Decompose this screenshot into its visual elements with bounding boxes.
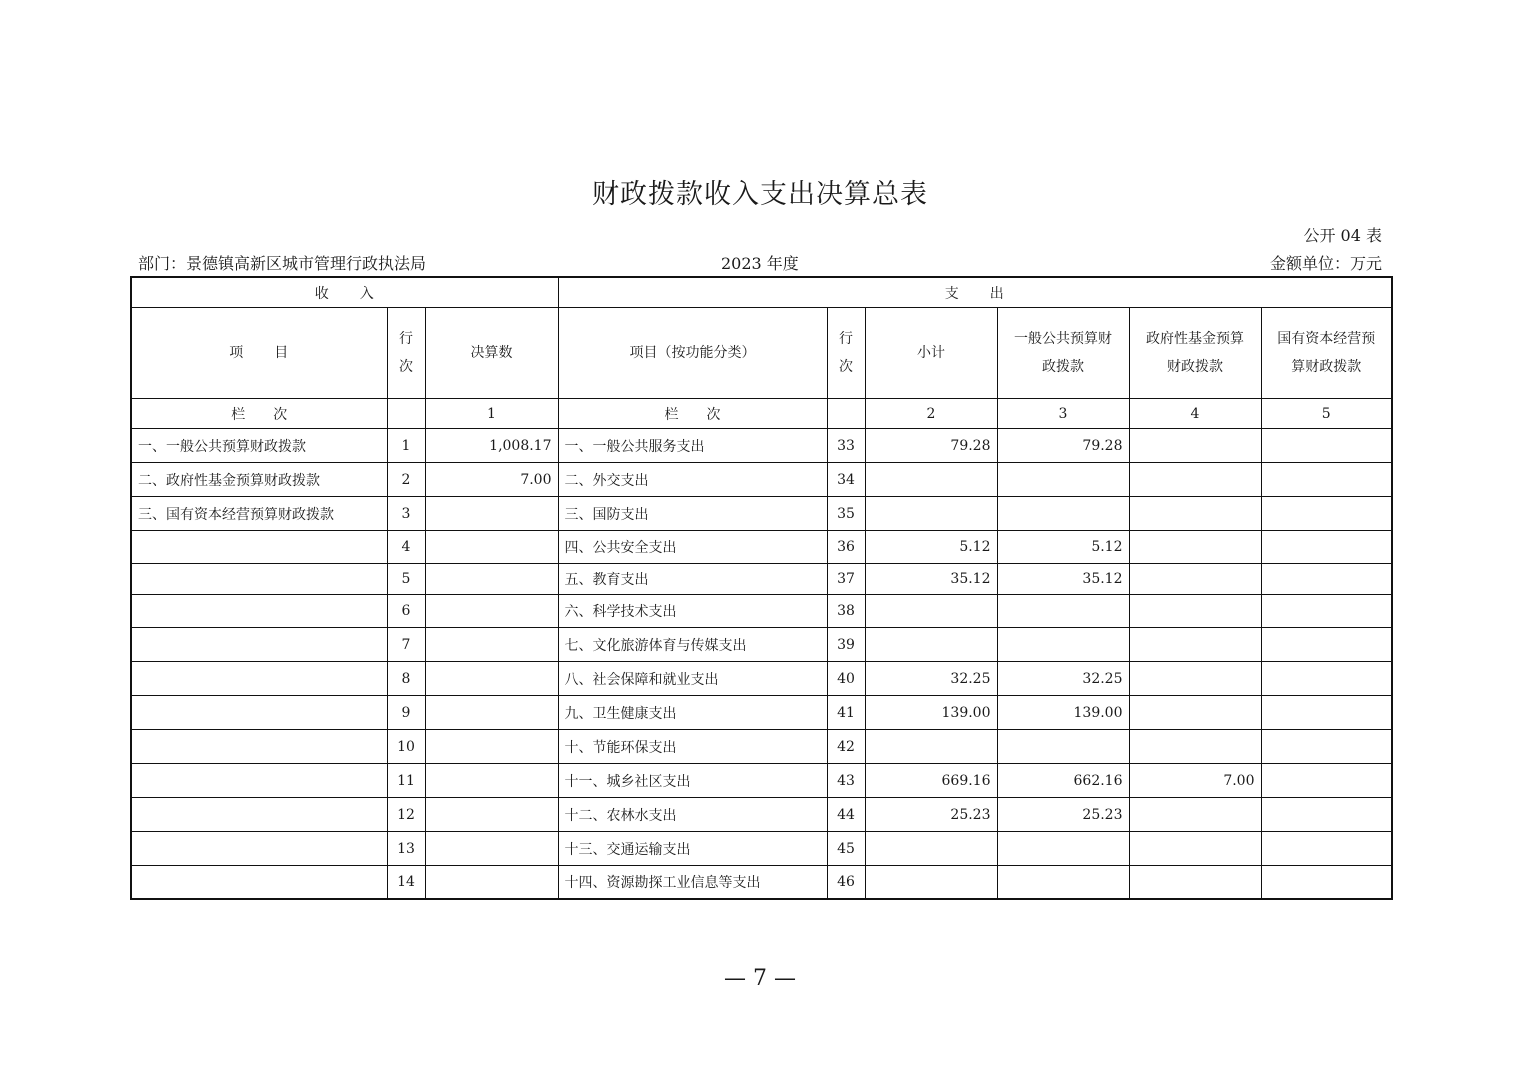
table-row — [131, 730, 1392, 764]
expense-gov-fund — [1129, 866, 1261, 900]
lanci-col-5: 5 — [1261, 399, 1392, 429]
table-row — [131, 429, 1392, 463]
expense-general-budget — [997, 595, 1129, 628]
income-row-no: 4 — [387, 531, 425, 564]
expense-general-budget: 32.25 — [997, 662, 1129, 696]
income-row-no: 10 — [387, 730, 425, 764]
expense-item: 一、一般公共服务支出 — [558, 429, 827, 463]
expense-gov-fund — [1129, 429, 1261, 463]
income-item — [131, 866, 387, 900]
expense-general-budget: 79.28 — [997, 429, 1129, 463]
expense-subtotal: 35.12 — [865, 564, 997, 595]
expense-state-capital — [1261, 764, 1392, 798]
expense-row-no: 34 — [827, 463, 865, 497]
fiscal-year-label: 2023 年度 — [721, 254, 799, 273]
income-row-no: 1 — [387, 429, 425, 463]
income-row-no: 5 — [387, 564, 425, 595]
expense-gov-fund: 7.00 — [1129, 764, 1261, 798]
expense-state-capital — [1261, 662, 1392, 696]
expense-subtotal: 669.16 — [865, 764, 997, 798]
table-row — [131, 696, 1392, 730]
expense-item: 十二、农林水支出 — [558, 798, 827, 832]
expense-row-no: 46 — [827, 866, 865, 900]
income-row-no: 12 — [387, 798, 425, 832]
income-item: 二、政府性基金预算财政拨款 — [131, 463, 387, 497]
expense-item: 四、公共安全支出 — [558, 531, 827, 564]
expense-item: 十一、城乡社区支出 — [558, 764, 827, 798]
expense-item: 八、社会保障和就业支出 — [558, 662, 827, 696]
table-row — [131, 463, 1392, 497]
form-number: 公开 04 表 — [1303, 226, 1382, 245]
lanci-col-4: 4 — [1129, 399, 1261, 429]
expense-gov-fund — [1129, 696, 1261, 730]
table-row — [131, 595, 1392, 628]
expense-gov-fund — [1129, 832, 1261, 866]
income-row-no: 8 — [387, 662, 425, 696]
table-row — [131, 628, 1392, 662]
table-row — [131, 662, 1392, 696]
table-row — [131, 798, 1392, 832]
expense-item: 六、科学技术支出 — [558, 595, 827, 628]
header-gov-fund: 政府性基金预算财政拨款 — [1129, 308, 1261, 399]
income-section-header: 收 入 — [131, 277, 558, 308]
expense-state-capital — [1261, 730, 1392, 764]
table-row — [131, 564, 1392, 595]
lanci-col-1: 1 — [425, 399, 558, 429]
expense-item: 三、国防支出 — [558, 497, 827, 531]
expense-row-no: 37 — [827, 564, 865, 595]
expense-gov-fund — [1129, 798, 1261, 832]
expense-general-budget — [997, 730, 1129, 764]
expense-gov-fund — [1129, 531, 1261, 564]
table-row — [131, 497, 1392, 531]
expense-item: 十三、交通运输支出 — [558, 832, 827, 866]
expense-subtotal — [865, 595, 997, 628]
income-row-no: 14 — [387, 866, 425, 900]
expense-state-capital — [1261, 696, 1392, 730]
expense-state-capital — [1261, 798, 1392, 832]
income-item — [131, 662, 387, 696]
header-item-functional: 项目（按功能分类） — [558, 308, 827, 399]
header-state-capital: 国有资本经营预算财政拨款 — [1261, 308, 1392, 399]
lanci-label-expense: 栏 次 — [558, 399, 827, 429]
expense-gov-fund — [1129, 564, 1261, 595]
expense-item: 九、卫生健康支出 — [558, 696, 827, 730]
expense-item: 十、节能环保支出 — [558, 730, 827, 764]
header-final-amount: 决算数 — [425, 308, 558, 399]
lanci-label: 栏 次 — [131, 399, 387, 429]
income-item — [131, 628, 387, 662]
income-row-no: 2 — [387, 463, 425, 497]
expense-general-budget — [997, 463, 1129, 497]
header-row-no-expense: 行次 — [827, 308, 865, 399]
income-amount — [425, 531, 558, 564]
department-label: 部门：景德镇高新区城市管理行政执法局 — [138, 254, 427, 273]
expense-gov-fund — [1129, 730, 1261, 764]
expense-subtotal — [865, 866, 997, 900]
income-amount — [425, 595, 558, 628]
income-item: 一、一般公共预算财政拨款 — [131, 429, 387, 463]
income-row-no: 11 — [387, 764, 425, 798]
expense-general-budget — [997, 628, 1129, 662]
header-item: 项 目 — [131, 308, 387, 399]
fiscal-summary-table — [130, 276, 1393, 900]
expense-item: 二、外交支出 — [558, 463, 827, 497]
income-item — [131, 832, 387, 866]
income-row-no: 6 — [387, 595, 425, 628]
expense-subtotal — [865, 730, 997, 764]
expense-row-no: 36 — [827, 531, 865, 564]
expense-gov-fund — [1129, 595, 1261, 628]
section-header-row — [131, 277, 1392, 308]
income-item — [131, 730, 387, 764]
table-row — [131, 764, 1392, 798]
expense-general-budget: 25.23 — [997, 798, 1129, 832]
expense-row-no: 45 — [827, 832, 865, 866]
income-amount: 1,008.17 — [425, 429, 558, 463]
expense-row-no: 42 — [827, 730, 865, 764]
expense-subtotal — [865, 832, 997, 866]
expense-item: 十四、资源勘探工业信息等支出 — [558, 866, 827, 900]
expense-subtotal: 32.25 — [865, 662, 997, 696]
expense-row-no: 35 — [827, 497, 865, 531]
expense-general-budget: 662.16 — [997, 764, 1129, 798]
header-subtotal: 小计 — [865, 308, 997, 399]
income-amount — [425, 662, 558, 696]
expense-general-budget — [997, 832, 1129, 866]
income-amount: 7.00 — [425, 463, 558, 497]
expense-state-capital — [1261, 832, 1392, 866]
expense-gov-fund — [1129, 662, 1261, 696]
expense-state-capital — [1261, 531, 1392, 564]
expense-state-capital — [1261, 595, 1392, 628]
expense-gov-fund — [1129, 628, 1261, 662]
income-item — [131, 531, 387, 564]
income-item — [131, 798, 387, 832]
income-amount — [425, 628, 558, 662]
expense-row-no: 40 — [827, 662, 865, 696]
expense-state-capital — [1261, 564, 1392, 595]
amount-unit-label: 金额单位：万元 — [1269, 254, 1382, 273]
expense-row-no: 41 — [827, 696, 865, 730]
income-row-no: 13 — [387, 832, 425, 866]
expense-item: 五、教育支出 — [558, 564, 827, 595]
expense-general-budget — [997, 866, 1129, 900]
expense-row-no: 33 — [827, 429, 865, 463]
expense-general-budget: 139.00 — [997, 696, 1129, 730]
meta-row — [138, 251, 1382, 273]
page-title: 财政拨款收入支出决算总表 — [592, 179, 928, 210]
income-item: 三、国有资本经营预算财政拨款 — [131, 497, 387, 531]
expense-state-capital — [1261, 429, 1392, 463]
lanci-col-2: 2 — [865, 399, 997, 429]
income-item — [131, 696, 387, 730]
expense-row-no: 38 — [827, 595, 865, 628]
expense-state-capital — [1261, 866, 1392, 900]
expense-subtotal: 79.28 — [865, 429, 997, 463]
expense-section-header: 支 出 — [558, 277, 1392, 308]
table-row — [131, 866, 1392, 900]
income-amount — [425, 798, 558, 832]
income-amount — [425, 696, 558, 730]
lanci-blank-expense — [827, 399, 865, 429]
expense-subtotal: 25.23 — [865, 798, 997, 832]
income-row-no: 3 — [387, 497, 425, 531]
income-amount — [425, 832, 558, 866]
expense-state-capital — [1261, 628, 1392, 662]
expense-row-no: 44 — [827, 798, 865, 832]
income-row-no: 7 — [387, 628, 425, 662]
income-item — [131, 764, 387, 798]
expense-subtotal — [865, 628, 997, 662]
expense-subtotal — [865, 463, 997, 497]
expense-row-no: 39 — [827, 628, 865, 662]
expense-general-budget: 35.12 — [997, 564, 1129, 595]
income-amount — [425, 730, 558, 764]
lanci-col-3: 3 — [997, 399, 1129, 429]
income-item — [131, 564, 387, 595]
income-amount — [425, 764, 558, 798]
expense-general-budget — [997, 497, 1129, 531]
column-index-row — [131, 399, 1392, 429]
expense-subtotal: 5.12 — [865, 531, 997, 564]
income-amount — [425, 497, 558, 531]
expense-item: 七、文化旅游体育与传媒支出 — [558, 628, 827, 662]
table-row — [131, 832, 1392, 866]
lanci-blank — [387, 399, 425, 429]
expense-gov-fund — [1129, 497, 1261, 531]
expense-state-capital — [1261, 463, 1392, 497]
income-amount — [425, 866, 558, 900]
page-number: — 7 — — [724, 966, 796, 991]
header-row-no: 行次 — [387, 308, 425, 399]
column-header-row — [131, 308, 1392, 399]
header-general-budget: 一般公共预算财政拨款 — [997, 308, 1129, 399]
expense-subtotal: 139.00 — [865, 696, 997, 730]
expense-row-no: 43 — [827, 764, 865, 798]
table-row — [131, 531, 1392, 564]
expense-state-capital — [1261, 497, 1392, 531]
expense-general-budget: 5.12 — [997, 531, 1129, 564]
income-amount — [425, 564, 558, 595]
income-item — [131, 595, 387, 628]
expense-gov-fund — [1129, 463, 1261, 497]
expense-subtotal — [865, 497, 997, 531]
income-row-no: 9 — [387, 696, 425, 730]
